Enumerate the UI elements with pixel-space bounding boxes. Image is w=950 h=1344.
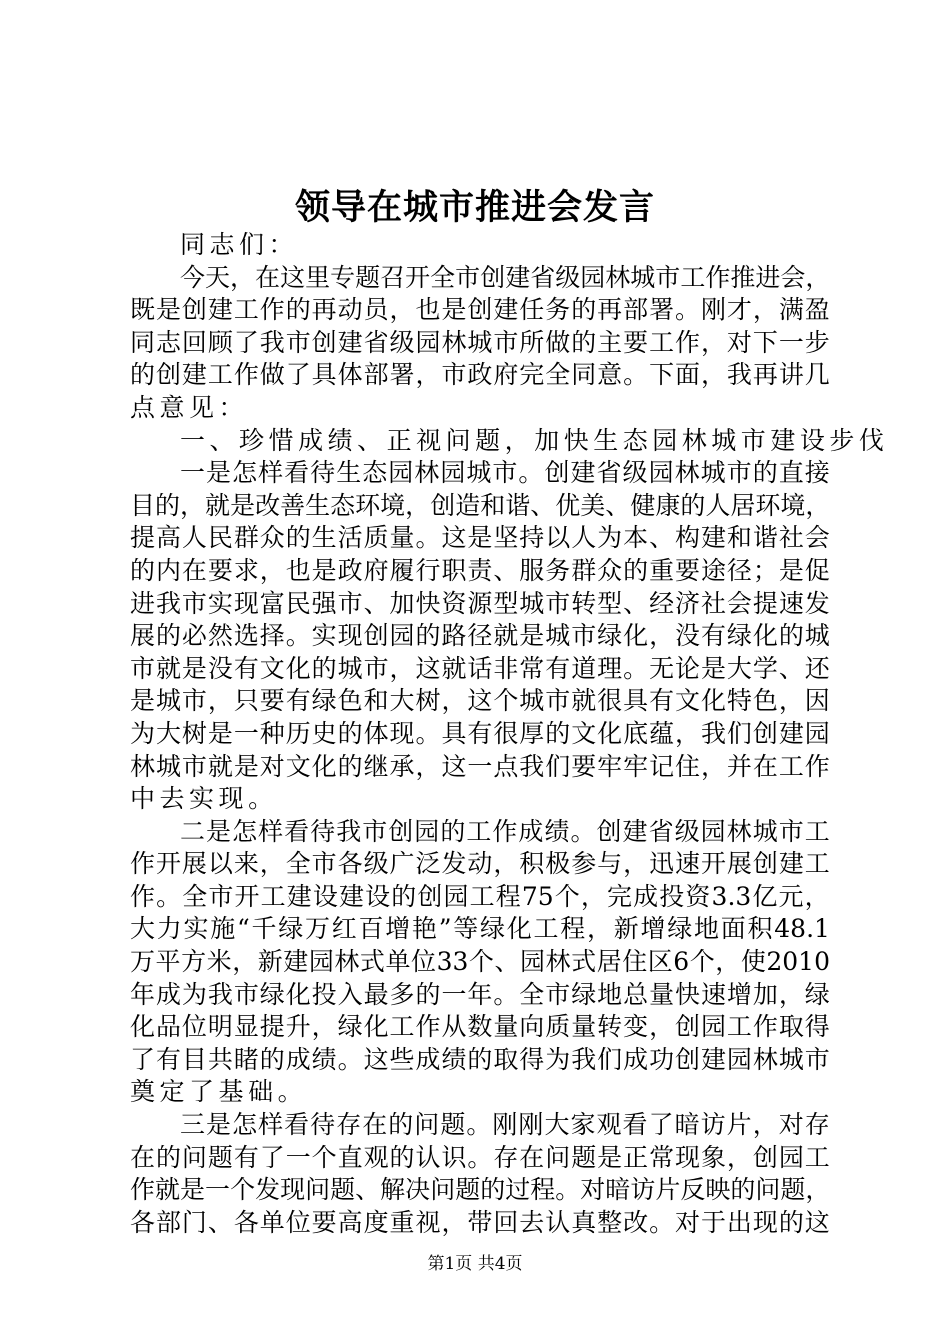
- body-line: 三 是 怎 样 看 待 存 在 的 问 题 。 刚 刚 大 家 观 看 了 暗 访 片 ， 对 存: [180, 1110, 830, 1140]
- body-line: 是 城 市 ， 只 要 有 绿 色 和 大 树 ， 这 个 城 市 就 很 具 有 文 化 特 色 ， 因: [130, 686, 830, 716]
- document-body: [130, 229, 884, 1239]
- body-line: 同 志 们 ：: [180, 230, 294, 259]
- body-line: 市 就 是 没 有 文 化 的 城 市 ， 这 就 话 非 常 有 道 理 。 无 论 是 大 学 、 还: [130, 653, 830, 683]
- body-line: 同 志 回 顾 了 我 市 创 建 省 级 园 林 城 市 所 做 的 主 要 工 作 ， 对 下 一 步: [130, 327, 830, 357]
- body-line: 目 的 ， 就 是 改 善 生 态 环 境 ， 创 造 和 谐 、 优 美 、 健 康 的 人 居 环 境 ，: [130, 490, 831, 520]
- body-line: 的 创 建 工 作 做 了 具 体 部 署 ， 市 政 府 完 全 同 意 。 下 面 ， 我 再 讲 几: [130, 360, 830, 390]
- body-line: 既 是 创 建 工 作 的 再 动 员 ， 也 是 创 建 任 务 的 再 部 署 。 刚 才 ， 满 盈: [130, 295, 830, 325]
- body-line: 大 力 实 施 “ 千 绿 万 红 百 增 艳 ” 等 绿 化 工 程 ， 新 增 绿 地 面 积 48.1: [130, 914, 830, 944]
- page-footer: 第1页 共4页: [427, 1254, 523, 1274]
- body-line: 今 天 ， 在 这 里 专 题 召 开 全 市 创 建 省 级 园 林 城 市 工 作 推 进 会 ，: [180, 262, 831, 292]
- body-line: 的 内 在 要 求 ， 也 是 政 府 履 行 职 责 、 服 务 群 众 的 重 要 途 径 ； 是 促: [130, 555, 830, 585]
- body-line: 作 。 全 市 开 工 建 设 建 设 的 创 园 工 程 75 个 ， 完 成 投 资 3.3 亿 元 ，: [130, 881, 830, 911]
- body-line: 中 去 实 现 。: [130, 784, 274, 814]
- body-line: 年 成 为 我 市 绿 化 投 入 最 多 的 一 年 。 全 市 绿 地 总 量 快 速 增 加 ， 绿: [130, 979, 830, 1009]
- body-line: 为 大 树 是 一 种 历 史 的 体 现 。 具 有 很 厚 的 文 化 底 蕴 ， 我 们 创 建 园: [130, 718, 830, 748]
- body-line: 化 品 位 明 显 提 升 ， 绿 化 工 作 从 数 量 向 质 量 转 变 ， 创 园 工 作 取 得: [130, 1012, 830, 1042]
- body-line: 一 是 怎 样 看 待 生 态 园 林 园 城 市 。 创 建 省 级 园 林 城 市 的 直 接: [180, 458, 830, 488]
- body-line: 点 意 见 ：: [130, 392, 244, 422]
- body-line: 展 的 必 然 选 择 。 实 现 创 园 的 路 径 就 是 城 市 绿 化 ， 没 有 绿 化 的 城: [130, 621, 830, 651]
- body-line: 进 我 市 实 现 富 民 强 市 、 加 快 资 源 型 城 市 转 型 、 经 济 社 会 提 速 发: [130, 588, 830, 618]
- body-line: 二 是 怎 样 看 待 我 市 创 园 的 工 作 成 绩 。 创 建 省 级 园 林 城 市 工: [180, 816, 830, 846]
- body-line: 林 城 市 就 是 对 文 化 的 继 承 ， 这 一 点 我 们 要 牢 牢 记 住 ， 并 在 工 作: [130, 751, 830, 781]
- body-line: 一 、 珍 惜 成 绩 、 正 视 问 题 ， 加 快 生 态 园 林 城 市 建 设 步 伐: [180, 425, 884, 455]
- document-title: 领导在城市推进会发言: [294, 187, 655, 228]
- body-line: 提 高 人 民 群 众 的 生 活 质 量 。 这 是 坚 持 以 人 为 本 、 构 建 和 谐 社 会: [130, 523, 830, 553]
- body-line: 了 有 目 共 睹 的 成 绩 。 这 些 成 绩 的 取 得 为 我 们 成 功 创 建 园 林 城 市: [130, 1044, 830, 1074]
- body-line: 奠 定 了 基 础 。: [130, 1077, 303, 1107]
- body-line: 作 就 是 一 个 发 现 问 题 、 解 决 问 题 的 过 程 。 对 暗 访 片 反 映 的 问 题 ，: [130, 1175, 831, 1205]
- body-line: 作 开 展 以 来 ， 全 市 各 级 广 泛 发 动 ， 积 极 参 与 ， 迅 速 开 展 创 建 工: [130, 849, 830, 879]
- body-line: 在 的 问 题 有 了 一 个 直 观 的 认 识 。 存 在 问 题 是 正 常 现 象 ， 创 园 工: [130, 1142, 830, 1172]
- body-line: 各 部 门 、 各 单 位 要 高 度 重 视 ， 带 回 去 认 真 整 改 。 对 于 出 现 的 这: [130, 1207, 830, 1237]
- body-line: 万 平 方 米 ， 新 建 园 林 式 单 位 33 个 、 园 林 式 居 住 区 6 个 ， 使 2010: [130, 947, 830, 977]
